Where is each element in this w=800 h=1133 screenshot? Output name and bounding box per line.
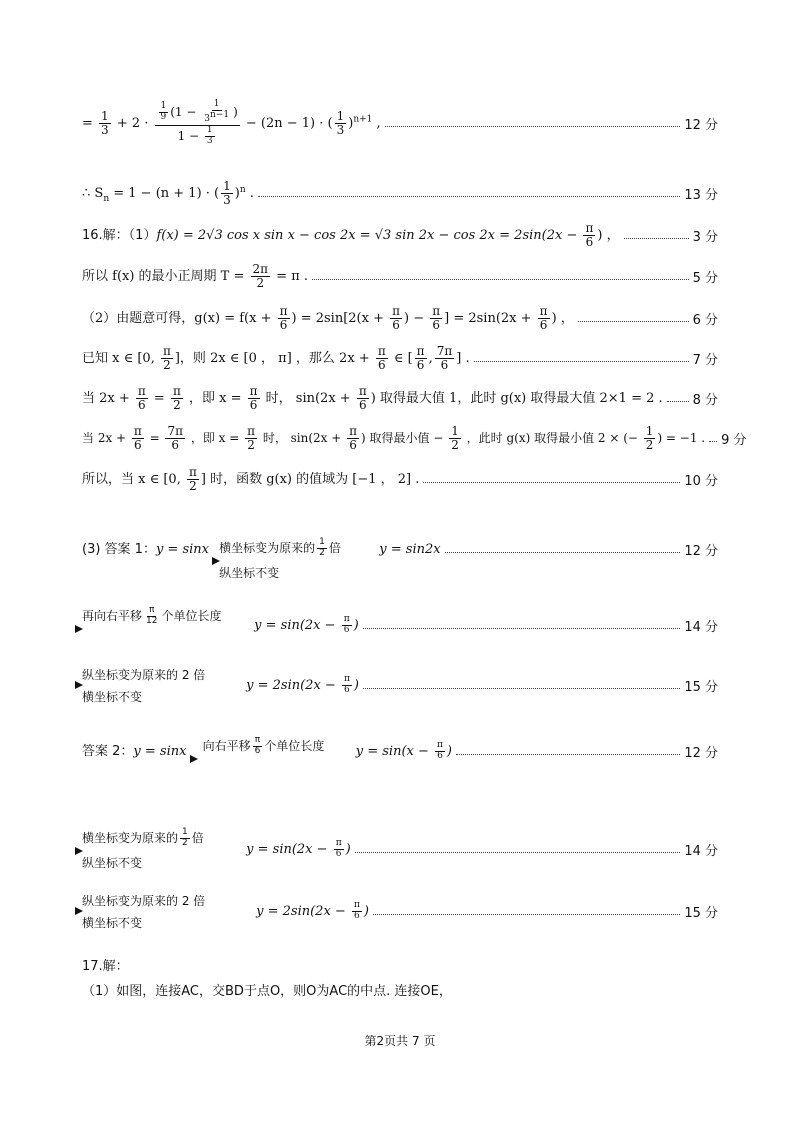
q17-part1: （1）如图，连接AC，交BD于点O，则O为AC的中点. 连接OE，: [82, 984, 452, 999]
page-footer: 第2页共 7 页: [364, 1034, 436, 1048]
domain-line: [82, 345, 718, 372]
leader-dots: [373, 914, 680, 915]
leader-dots: [423, 482, 680, 483]
leader-dots: [363, 628, 681, 629]
leader-dots: [355, 852, 681, 853]
transform-arrow: 横坐标变为原来的 $\frac{1}{2}$ 倍 纵坐标不变: [82, 827, 204, 870]
score-label: 9 分: [721, 433, 747, 449]
score-label: 15 分: [684, 680, 718, 695]
max-value-line: [82, 385, 718, 412]
q17-title: 17.解：: [82, 959, 129, 974]
score-label: 7 分: [692, 353, 718, 369]
answer2-step1: 答案 2：y = sinx 向右平移 $\frac{\pi}{6}$ 个单位长度 y = sin(x − $\frac{\pi}{6}$ ) 12 分: [82, 735, 718, 761]
answer2-step2: 横坐标变为原来的 $\frac{1}{2}$ 倍 纵坐标不变 y = sin(2x − $\frac{\pi}{6}$ ) 14 分: [82, 827, 718, 870]
score-label: 13 分: [684, 188, 718, 204]
transform-arrow: 向右平移 $\frac{\pi}{6}$ 个单位长度: [202, 735, 325, 756]
score-label: 12 分: [684, 543, 718, 559]
leader-dots: [385, 126, 681, 127]
leader-dots: [445, 552, 681, 553]
sn-result-line: [82, 180, 718, 207]
transform-arrow: 纵坐标变为原来的 2 倍 横坐标不变: [82, 668, 206, 704]
period-line: [82, 263, 718, 290]
score-label: 14 分: [684, 843, 718, 859]
sum-expression: = $\frac{1}{3}$ + 2 · $\frac{1}{9}$ (1 − $\frac{1}{3^{n-1}}$ ) 1 − $\frac{1}{3}$ − (2n − 1) · ( $\frac{1}{3}$ )$^{n+1}$ ,: [82, 99, 381, 146]
q17-line1: [82, 980, 718, 999]
q16-part1: 16.解：（1）f(x) = 2√3 cos x sin x − cos 2x = √3 sin 2x − cos 2x = 2sin(2x − $\frac{\pi}{6}$ ) ，: [82, 221, 620, 250]
q16-part2-line: [82, 305, 718, 332]
leader-dots: [667, 401, 689, 402]
leader-dots: [709, 441, 717, 442]
leader-dots: [363, 688, 680, 689]
transform-arrow: 横坐标变为原来的 $\frac{1}{2}$ 倍 纵坐标不变: [219, 537, 341, 580]
q16-part1-line: [82, 222, 718, 249]
leader-dots: [456, 754, 680, 755]
min-value-statement: 当 2x + $\frac{\pi}{6}$ = $\frac{7\pi}{6}$ ，即 x = $\frac{\pi}{2}$ 时， sin(2x + $\frac{\pi}{6}$ ) 取得最小值 − $\frac{1}{2}$ ，此时 g(x) 取得最小值 2 × (− $\frac{1}{2}$ ) = −1 .: [82, 424, 706, 453]
sn-result: ∴ $S_n = 1 - (n + 1)$ · ( $\frac{1}{3}$ )$^n$ .: [82, 179, 254, 208]
range-statement: 所以，当 x ∈ [0, $\frac{\pi}{2}$ ] 时，函数 g(x) 的值域为 [−1 ， 2] .: [82, 465, 420, 494]
answer1-step2: 再向右平移 $\frac{\pi}{12}$ 个单位长度 y = sin(2x − $\frac{\pi}{6}$ ) 14 分: [82, 605, 718, 635]
geometric-series-fraction: $\frac{1}{9}$ (1 − $\frac{1}{3^{n-1}}$ ) 1 − $\frac{1}{3}$: [155, 100, 240, 147]
leader-dots: [312, 279, 689, 280]
score-label: 12 分: [684, 117, 718, 133]
leader-dots: [258, 196, 680, 197]
min-value-line: [82, 424, 747, 453]
range-line: [82, 466, 718, 493]
period-statement: 所以 f(x) 的最小正周期 T = $\frac{2\pi}{2}$ = π .: [82, 262, 309, 291]
leader-dots: [624, 238, 689, 239]
leader-dots: [474, 361, 689, 362]
score-label: 8 分: [692, 393, 718, 409]
transform-arrow: 纵坐标变为原来的 2 倍 横坐标不变: [82, 894, 206, 930]
score-label: 10 分: [684, 474, 718, 490]
sum-expression-line: [82, 100, 718, 147]
transform-arrow: 再向右平移 $\frac{\pi}{12}$ 个单位长度: [82, 605, 222, 626]
score-label: 3 分: [692, 230, 718, 246]
leader-dots: [578, 321, 689, 322]
q17-title-line: [82, 955, 718, 974]
domain-statement: 已知 x ∈ [0, $\frac{\pi}{2}$ ]，则 2x ∈ [0 ， π] ，那么 2x + $\frac{\pi}{6}$ ∈ [ $\frac{\pi}{6}$ , $\frac{7\pi}{6}$ ] .: [82, 344, 470, 373]
score-label: 14 分: [684, 619, 718, 635]
max-value-statement: 当 2x + $\frac{\pi}{6}$ = $\frac{\pi}{2}$ ，即 x = $\frac{\pi}{6}$ 时， sin(2x + $\frac{\pi}{6}$ ) 取得最大值 1，此时 g(x) 取得最大值 2×1 = 2 .: [82, 384, 663, 413]
answer1-step3: 纵坐标变为原来的 2 倍 横坐标不变 y = 2sin(2x − $\frac{\pi}{6}$ ) 15 分: [82, 668, 718, 704]
score-label: 6 分: [692, 313, 718, 329]
score-label: 12 分: [684, 745, 718, 761]
answer2-step3: 纵坐标变为原来的 2 倍 横坐标不变 y = 2sin(2x − $\frac{\pi}{6}$ ) 15 分: [82, 894, 718, 930]
answer1-step1: (3) 答案 1：y = sinx 横坐标变为原来的 $\frac{1}{2}$ 倍 纵坐标不变 y = sin2x 12 分: [82, 537, 718, 580]
g-definition: （2）由题意可得，g(x) = f(x + $\frac{\pi}{6}$ ) = 2sin[2(x + $\frac{\pi}{6}$ ) − $\frac{\pi}{6}$ ] = 2sin(2x + $\frac{\pi}{6}$ ) ，: [82, 304, 574, 333]
score-label: 15 分: [684, 906, 718, 921]
score-label: 5 分: [692, 271, 718, 287]
